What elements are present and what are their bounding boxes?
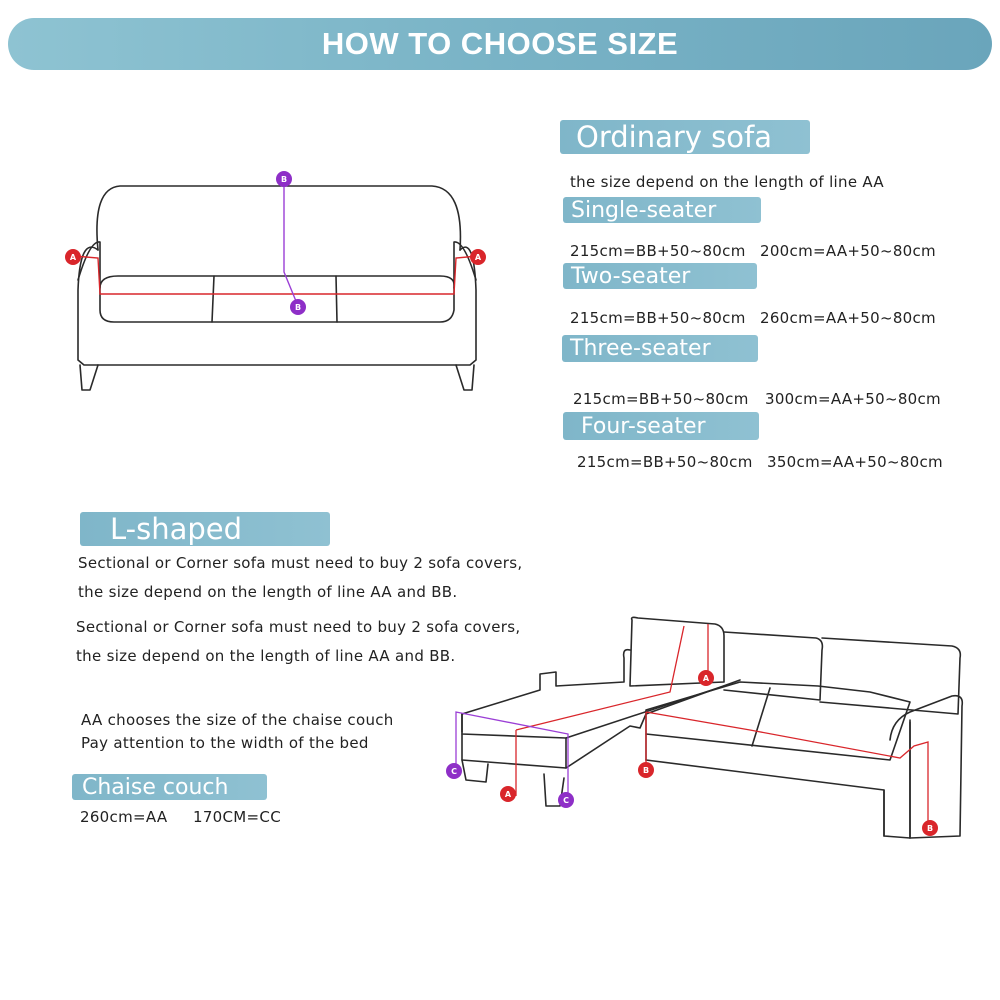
two-seater-bb: 215cm=BB+50~80cm (570, 309, 746, 327)
l-shaped-desc-2b: the size depend on the length of line AA and BB. (76, 647, 456, 665)
svg-text:A: A (504, 790, 512, 799)
l-shaped-desc-2a: Sectional or Corner sofa must need to buy 2 sofa covers, (76, 618, 521, 636)
three-seater-bb: 215cm=BB+50~80cm (573, 390, 749, 408)
l-shaped-desc-1a: Sectional or Corner sofa must need to buy 2 sofa covers, (78, 554, 523, 572)
svg-text:A: A (474, 253, 482, 262)
single-seater-aa: 200cm=AA+50~80cm (760, 242, 936, 260)
three-seater-heading (562, 335, 758, 362)
single-seater-heading (563, 197, 761, 223)
l-marker-a-bottom (500, 786, 516, 802)
four-seater-label: Four-seater (581, 413, 706, 439)
three-seater-label: Three-seater (570, 336, 711, 361)
four-seater-heading (563, 412, 759, 440)
svg-text:C: C (451, 767, 457, 776)
svg-text:A: A (702, 674, 710, 683)
svg-text:A: A (69, 253, 77, 262)
l-shaped-sofa-illustration (440, 610, 960, 850)
svg-text:B: B (642, 766, 650, 775)
aa-note-2: Pay attention to the width of the bed (81, 734, 369, 752)
two-seater-heading (563, 263, 757, 289)
marker-b-bottom (290, 299, 306, 315)
single-seater-bb: 215cm=BB+50~80cm (570, 242, 746, 260)
three-seater-aa: 300cm=AA+50~80cm (765, 390, 941, 408)
svg-text:B: B (926, 824, 934, 833)
two-seater-aa: 260cm=AA+50~80cm (760, 309, 936, 327)
l-line-bb (646, 712, 928, 828)
four-seater-aa: 350cm=AA+50~80cm (767, 453, 943, 471)
ordinary-note: the size depend on the length of line AA (570, 173, 884, 191)
page-title: HOW TO CHOOSE SIZE (321, 26, 679, 61)
line-bb (284, 180, 298, 306)
aa-note-1: AA chooses the size of the chaise couch (81, 711, 394, 729)
chaise-cc: 170CM=CC (193, 808, 281, 826)
chaise-couch-label: Chaise couch (82, 774, 229, 800)
svg-text:B: B (294, 303, 302, 312)
l-marker-c-bottom (558, 792, 574, 808)
title-banner (8, 18, 992, 70)
marker-a-left (65, 249, 81, 265)
ordinary-sofa-illustration (60, 170, 500, 410)
two-seater-label: Two-seater (571, 263, 691, 289)
l-shaped-heading-text: L-shaped (110, 512, 243, 546)
l-shaped-desc-1b: the size depend on the length of line AA and BB. (78, 583, 458, 601)
chaise-aa: 260cm=AA (80, 808, 168, 826)
l-shaped-heading (80, 512, 330, 546)
ordinary-sofa-heading (560, 120, 810, 154)
svg-text:B: B (280, 175, 288, 184)
l-marker-b-right (922, 820, 938, 836)
chaise-couch-heading (72, 774, 267, 800)
l-marker-a-top (698, 670, 714, 686)
marker-a-right (470, 249, 486, 265)
line-aa (74, 256, 478, 294)
l-marker-b-left (638, 762, 654, 778)
l-marker-c-left (446, 763, 462, 779)
svg-text:C: C (563, 796, 569, 805)
l-line-cc (456, 712, 568, 800)
single-seater-label: Single-seater (571, 197, 717, 223)
marker-b-top (276, 171, 292, 187)
ordinary-sofa-heading-text: Ordinary sofa (576, 120, 772, 154)
l-line-aa (516, 624, 708, 796)
four-seater-bb: 215cm=BB+50~80cm (577, 453, 753, 471)
